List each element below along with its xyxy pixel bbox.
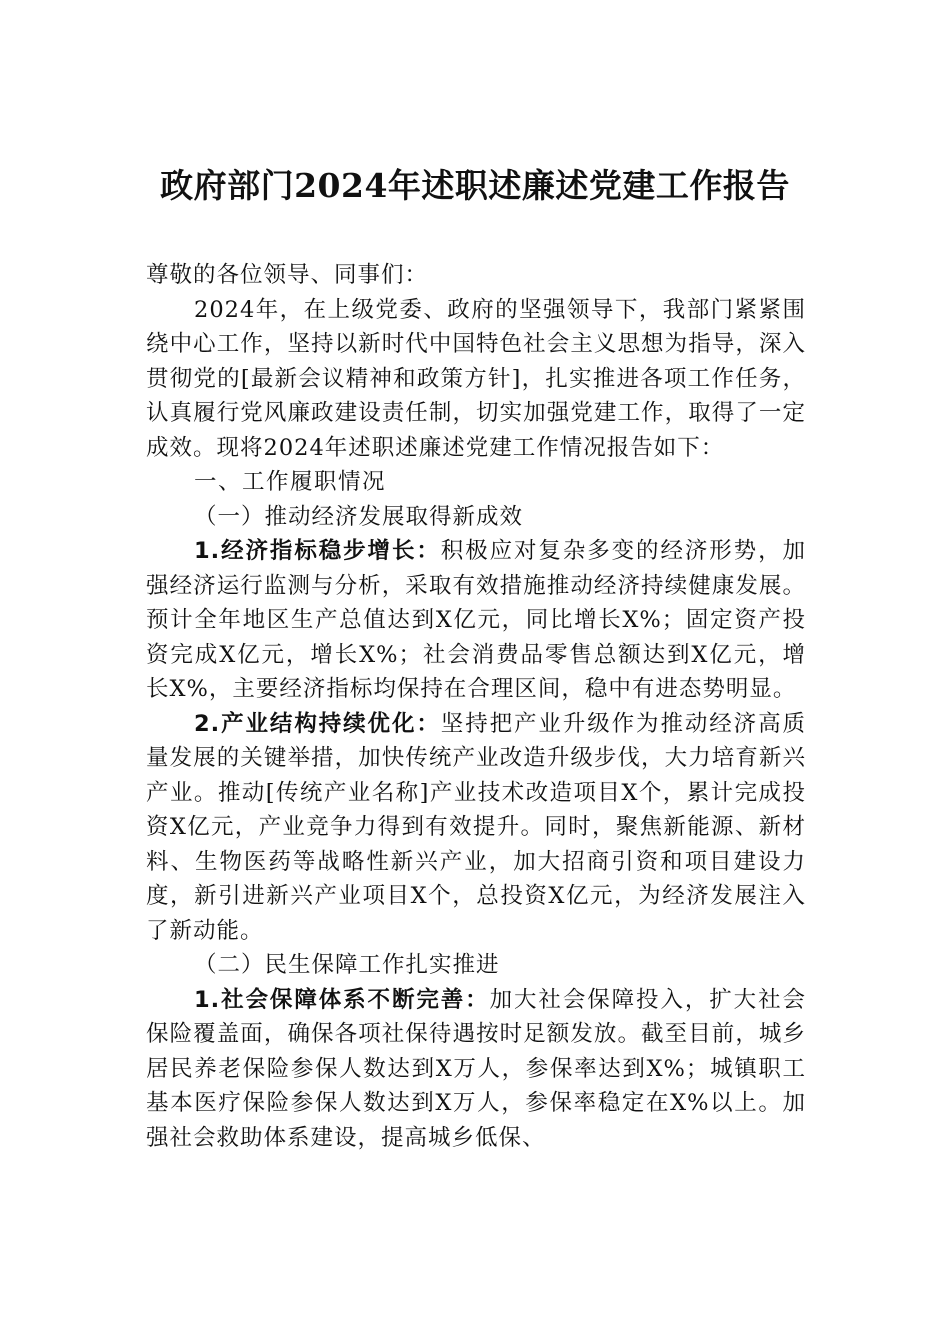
item-text: 坚持把产业升级作为推动经济高质量发展的关键举措，加快传统产业改造升级步伐，大力培育新兴产业。推动[传统产业名称]产业技术改造项目X个，累计完成投资X亿元，产业竞争力得到有效提升。同时，聚焦新能源、新材料、生物医药等战略性新兴产业，加大招商引资和项目建设力度，新引进新兴产业项目X个，总投资X亿元，为经济发展注入了新动能。 (146, 710, 806, 944)
item-lead: 2.产业结构持续优化： (194, 710, 441, 737)
section-heading: 一、工作履职情况 (194, 469, 387, 495)
intro-paragraph: 2024年，在上级党委、政府的坚强领导下，我部门紧紧围绕中心工作，坚持以新时代中国特色社会主义思想为指导，深入贯彻党的[最新会议精神和政策方针]，扎实推进各项工作任务，认真履行党风廉政建设责任制，切实加强党建工作，取得了一定成效。现将2024年述职述廉述党建工作情况报告如下： (146, 296, 806, 461)
subsection-heading: （二）民生保障工作扎实推进 (194, 952, 500, 978)
item-paragraph (146, 534, 806, 707)
item-text: 积极应对复杂多变的经济形势，加强经济运行监测与分析，采取有效措施推动经济持续健康发展。预计全年地区生产总值达到X亿元，同比增长X%；固定资产投资完成X亿元，增长X%；社会消费品零售总额达到X亿元，增长X%，主要经济指标均保持在合理区间，稳中有进态势明显。 (146, 538, 806, 702)
item-text: 加大社会保障投入，扩大社会保险覆盖面，确保各项社保待遇按时足额发放。截至目前，城乡居民养老保险参保人数达到X万人，参保率达到X%；城镇职工基本医疗保险参保人数达到X万人，参保率稳定在X%以上。加强社会救助体系建设，提高城乡低保、 (146, 986, 806, 1151)
item-lead: 1.社会保障体系不断完善： (194, 986, 490, 1013)
item-lead: 1.经济指标稳步增长： (194, 538, 441, 564)
document-body (146, 258, 806, 1155)
item-paragraph (146, 983, 806, 1156)
item-paragraph (146, 707, 806, 949)
document-title: 政府部门2024年述职述廉述党建工作报告 (160, 166, 790, 205)
salutation: 尊敬的各位领导、同事们： (146, 262, 429, 288)
subsection-heading: （一）推动经济发展取得新成效 (194, 503, 524, 530)
